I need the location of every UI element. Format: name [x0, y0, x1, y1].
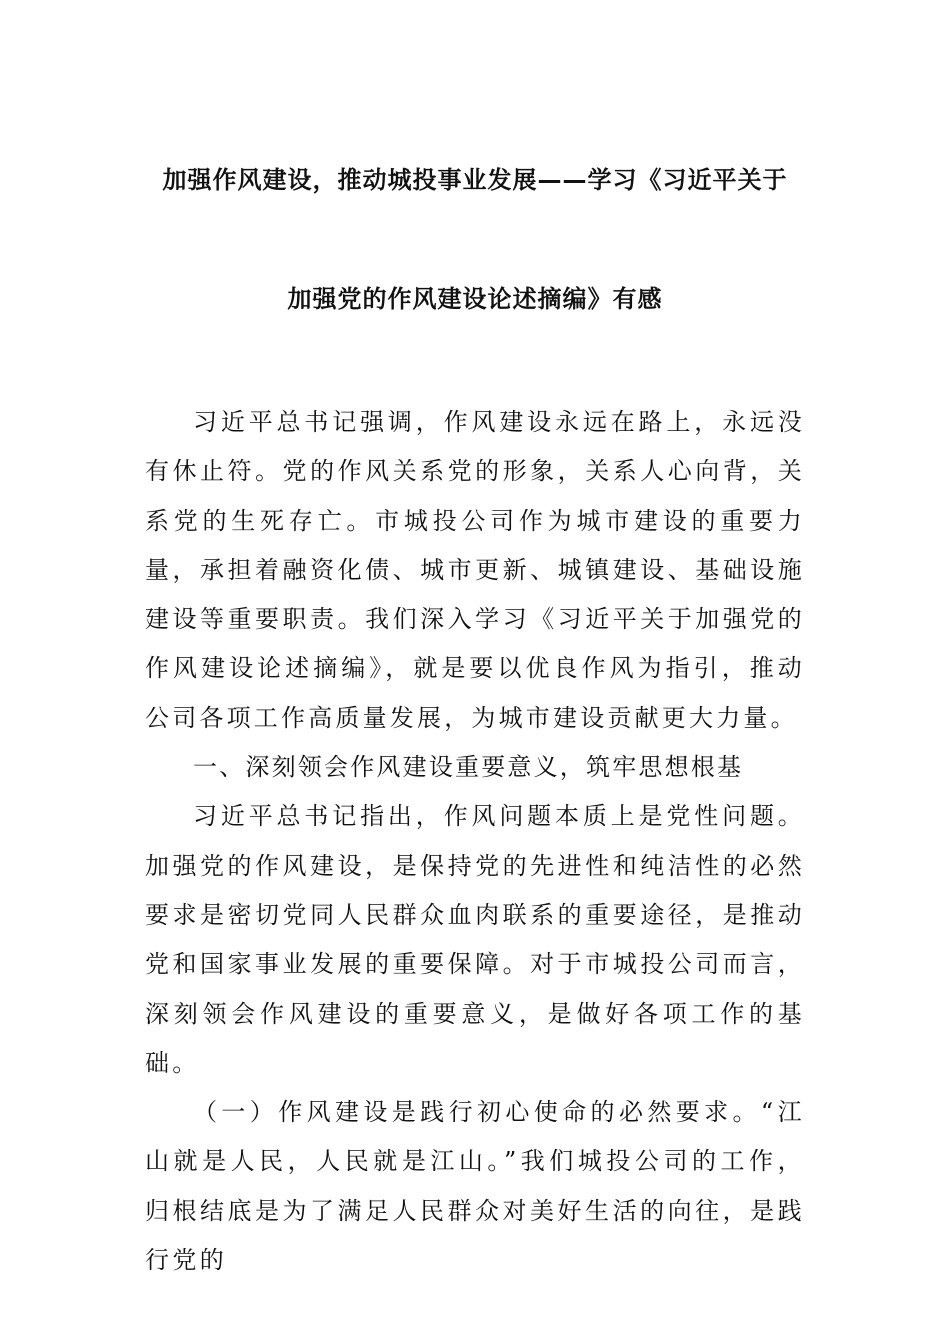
document-title-line-1: 加强作风建设，推动城投事业发展——学习《习近平关于 — [162, 166, 788, 194]
section-1-paragraph: 习近平总书记指出，作风问题本质上是党性问题。加强党的作风建设，是保持党的先进性和纯洁性的必然要求是密切党同人民群众血肉联系的重要途径，是推动党和国家事业发展的重要保障。对于市城投公司而言，深刻领会作风建设的重要意义，是做好各项工作的基础。 — [145, 802, 805, 1077]
section-heading-1: 一、深刻领会作风建设重要意义，筑牢思想根基 — [193, 753, 744, 782]
intro-paragraph: 习近平总书记强调，作风建设永远在路上，永远没有休止符。党的作风关系党的形象，关系人心向背，关系党的生死存亡。市城投公司作为城市建设的重要力量，承担着融资化债、城市更新、城镇建设、基础设施建设等重要职责。我们深入学习《习近平关于加强党的作风建设论述摘编》，就是要以优良作风为指引，推动公司各项工作高质量发展，为城市建设贡献更大力量。 — [145, 408, 805, 732]
document-title-line-2: 加强党的作风建设论述摘编》有感 — [287, 285, 663, 313]
subsection-1-paragraph: （一）作风建设是践行初心使命的必然要求。“江山就是人民，人民就是江山。”我们城投公司的工作，归根结底是为了满足人民群众对美好生活的向往，是践行党的 — [145, 1098, 805, 1275]
document-body — [145, 398, 805, 1285]
